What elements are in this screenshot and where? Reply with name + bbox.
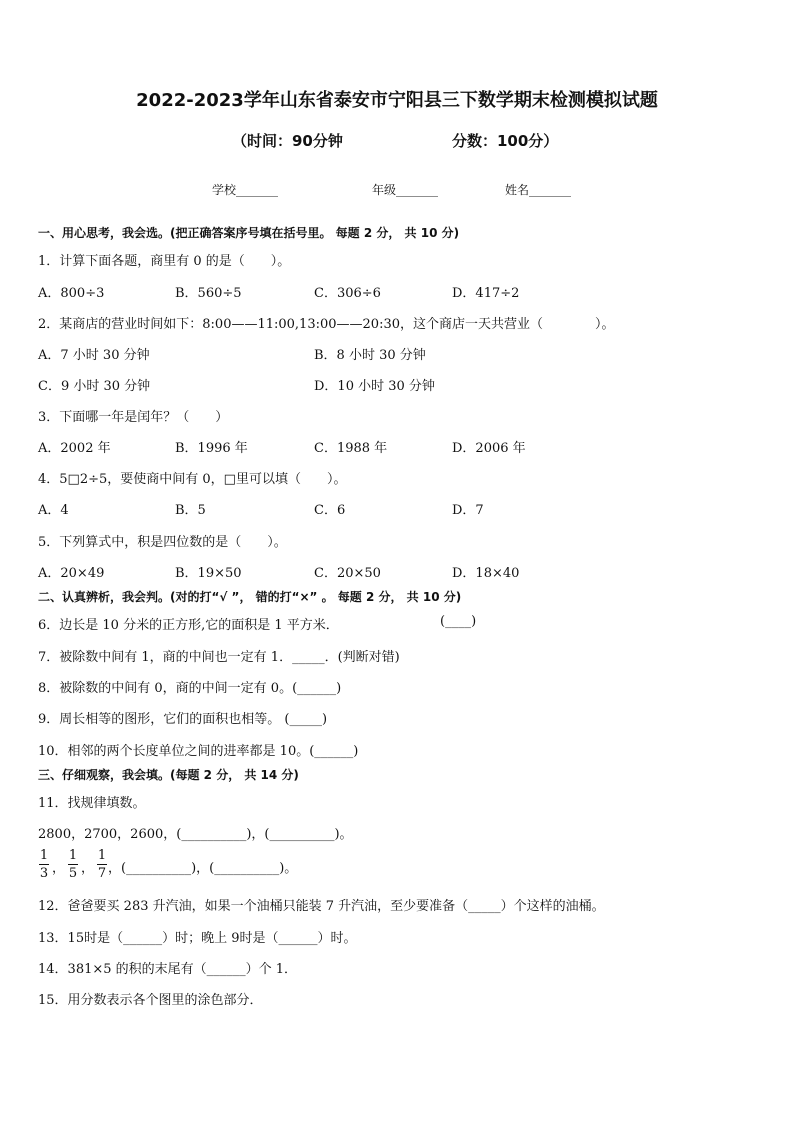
q2-text: 2．某商店的营业时间如下：8:00——11:00,13:00——20:30，这个商店一天共营业（ ）。 [38, 317, 615, 332]
fraction-denominator: 5 [68, 866, 78, 881]
q5-text: 5．下列算式中，积是四位数的是（ ）。 [38, 535, 287, 550]
q15-text: 15．用分数表示各个图里的涂色部分． [38, 993, 263, 1008]
q5-option-b: B．19×50 [175, 566, 242, 581]
q3-text: 3．下面哪一年是闰年？（ ） [38, 410, 229, 425]
comma: ， [52, 861, 66, 876]
q2-option-d: D．10 小时 30 分钟 [314, 379, 435, 394]
fraction-numerator: 1 [68, 848, 78, 863]
q3-option-b: B．1996 年 [175, 441, 248, 456]
q11-text: 11．找规律填数。 [38, 796, 146, 811]
q6-text: 6．边长是 10 分米的正方形,它的面积是 1 平方米． [38, 618, 339, 633]
q7-text: 7．被除数中间有 1，商的中间也一定有 1．_____．(判断对错) [38, 650, 400, 665]
q8-text: 8．被除数的中间有 0，商的中间一定有 0。(______) [38, 681, 342, 696]
q4-text: 4．5□2÷5，要使商中间有 0，□里可以填（ ）。 [38, 472, 347, 487]
q10-text: 10．相邻的两个长度单位之间的进率都是 10。(______) [38, 744, 359, 759]
q1-option-a: A．800÷3 [38, 286, 105, 301]
comma: ， [81, 861, 95, 876]
q14-text: 14．381×5 的积的末尾有（______）个 1． [38, 962, 298, 977]
q1-text: 1．计算下面各题，商里有 0 的是（ ）。 [38, 254, 291, 269]
school-field: 学校_______ [212, 183, 279, 197]
q3-option-a: A．2002 年 [38, 441, 111, 456]
q12-text: 12．爸爸要买 283 升汽油，如果一个油桶只能装 7 升汽油，至少要准备（_____）个这样的油桶。 [38, 899, 605, 914]
fraction-numerator: 1 [39, 848, 49, 863]
q1-option-b: B．560÷5 [175, 286, 242, 301]
name-field: 姓名_______ [505, 183, 572, 197]
q2-option-c: C．9 小时 30 分钟 [38, 379, 151, 394]
q9-text: 9．周长相等的图形，它们的面积也相等。 (_____) [38, 712, 328, 727]
q5-option-a: A．20×49 [38, 566, 105, 581]
q5-option-c: C．20×50 [314, 566, 381, 581]
fraction-numerator: 1 [97, 848, 107, 863]
q2-option-a: A．7 小时 30 分钟 [38, 348, 150, 363]
section3-heading: 三、仔细观察，我会填。(每题 2 分， 共 14 分) [38, 768, 299, 782]
q11-fraction-blanks: ，(__________)，(__________)。 [108, 861, 298, 876]
q11-sequence-numbers: 2800，2700，2600，(__________)，(__________)。 [38, 827, 353, 842]
q1-option-c: C．306÷6 [314, 286, 381, 301]
q4-option-a: A．4 [38, 503, 69, 518]
q3-option-d: D．2006 年 [452, 441, 526, 456]
q6-answer-blank: (____) [440, 614, 477, 629]
exam-time: （时间：90分钟 [232, 132, 343, 150]
q11-fraction-2 [68, 848, 78, 881]
section2-heading: 二、认真辨析，我会判。(对的打“√ ”， 错的打“×” 。 每题 2 分， 共 10 分) [38, 590, 462, 604]
exam-score: 分数：100分） [452, 132, 559, 150]
grade-field: 年级_______ [372, 183, 439, 197]
q13-text: 13．15时是（______）时；晚上 9时是（______）时。 [38, 931, 357, 946]
section1-heading: 一、用心思考，我会选。(把正确答案序号填在括号里。 每题 2 分， 共 10 分) [38, 226, 460, 240]
fraction-bar [39, 864, 49, 865]
q5-option-d: D．18×40 [452, 566, 520, 581]
fraction-denominator: 3 [39, 866, 49, 881]
fraction-bar [97, 864, 107, 865]
q1-option-d: D．417÷2 [452, 286, 520, 301]
q4-option-d: D．7 [452, 503, 484, 518]
q11-fraction-1 [39, 848, 49, 881]
fraction-bar [68, 864, 78, 865]
q11-fraction-3 [97, 848, 107, 881]
q3-option-c: C．1988 年 [314, 441, 388, 456]
q4-option-b: B．5 [175, 503, 206, 518]
page-title: 2022-2023学年山东省泰安市宁阳县三下数学期末检测模拟试题 [136, 90, 658, 111]
q4-option-c: C．6 [314, 503, 346, 518]
q2-option-b: B．8 小时 30 分钟 [314, 348, 426, 363]
fraction-denominator: 7 [97, 866, 107, 881]
